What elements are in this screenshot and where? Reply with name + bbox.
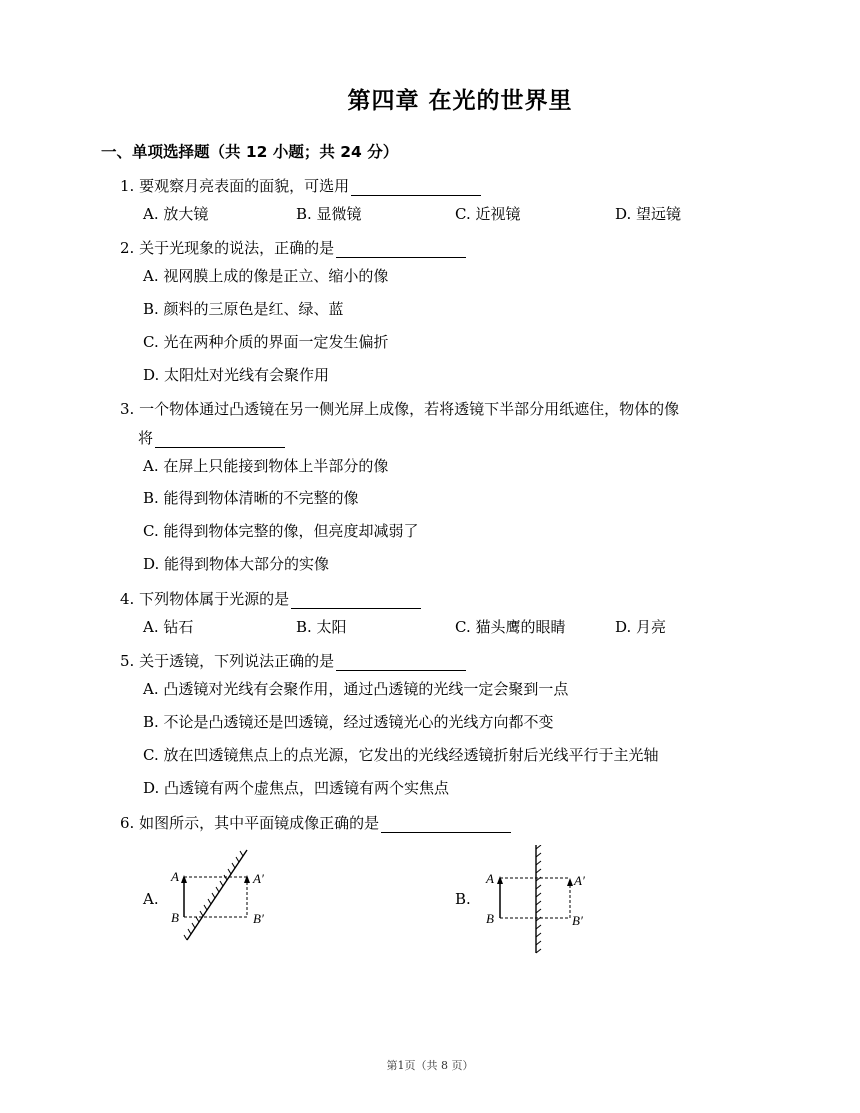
question-3: 3. 一个物体通过凸透镜在另一侧光屏上成像，若将透镜下半部分用纸遮住，物体的像 xyxy=(120,400,680,418)
answer-blank xyxy=(291,593,421,609)
option-b: B. 不论是凸透镜还是凹透镜，经过透镜光心的光线方向都不变 xyxy=(143,713,554,731)
question-text: 4. 下列物体属于光源的是 xyxy=(120,590,290,608)
label-a: A xyxy=(171,869,179,884)
option-b: B. 太阳 xyxy=(296,618,347,636)
option-a: A. 放大镜 xyxy=(143,205,209,223)
label-a-prime: A′ xyxy=(574,873,585,888)
mirror-hatching xyxy=(184,851,243,940)
option-c: C. 放在凹透镜焦点上的点光源，它发出的光线经透镜折射后光线平行于主光轴 xyxy=(143,746,659,764)
label-b-prime: B′ xyxy=(253,911,264,926)
arrow-head xyxy=(497,876,503,884)
question-3-continuation xyxy=(138,427,285,448)
label-b: B xyxy=(486,911,494,926)
question-6 xyxy=(120,812,511,833)
image-arrow-head xyxy=(567,878,573,886)
image-arrow-head xyxy=(244,875,250,883)
page-title: 第四章 在光的世界里 xyxy=(347,88,573,114)
answer-blank xyxy=(381,817,511,833)
option-b: B. xyxy=(455,890,471,908)
question-4 xyxy=(120,588,421,609)
option-a: A. 凸透镜对光线有会聚作用，通过凸透镜的光线一定会聚到一点 xyxy=(143,680,569,698)
label-a-prime: A′ xyxy=(253,871,264,886)
option-c: C. 能得到物体完整的像，但亮度却减弱了 xyxy=(143,522,419,540)
option-a: A. xyxy=(143,890,159,908)
option-a: A. 钻石 xyxy=(143,618,194,636)
mirror-figure-a xyxy=(165,845,280,945)
dashed-lines xyxy=(500,878,570,918)
mirror-line xyxy=(187,850,247,940)
label-b: B xyxy=(171,910,179,925)
option-c: C. 光在两种介质的界面一定发生偏折 xyxy=(143,333,389,351)
answer-blank xyxy=(155,432,285,448)
arrow-head xyxy=(181,875,187,883)
question-text: 6. 如图所示，其中平面镜成像正确的是 xyxy=(120,814,380,832)
option-d: D. 凸透镜有两个虚焦点，凹透镜有两个实焦点 xyxy=(143,779,450,797)
page-footer: 第1页（共 8 页） xyxy=(386,1059,474,1072)
label-b-prime: B′ xyxy=(572,913,583,928)
option-c: C. 猫头鹰的眼睛 xyxy=(455,618,566,636)
option-d: D. 太阳灶对光线有会聚作用 xyxy=(143,366,330,384)
option-a: A. 在屏上只能接到物体上半部分的像 xyxy=(143,457,389,475)
answer-blank xyxy=(336,242,466,258)
answer-blank xyxy=(351,180,481,196)
mirror-figure-b xyxy=(478,845,593,955)
mirror-hatching xyxy=(536,845,541,953)
option-b: B. 能得到物体清晰的不完整的像 xyxy=(143,489,359,507)
section-heading: 一、单项选择题（共 12 小题；共 24 分） xyxy=(101,143,399,161)
question-text: 将 xyxy=(138,429,154,447)
option-b: B. 显微镜 xyxy=(296,205,362,223)
question-2 xyxy=(120,237,466,258)
option-a: A. 视网膜上成的像是正立、缩小的像 xyxy=(143,267,389,285)
question-text: 5. 关于透镜，下列说法正确的是 xyxy=(120,652,335,670)
option-c: C. 近视镜 xyxy=(455,205,521,223)
answer-blank xyxy=(336,655,466,671)
label-a: A xyxy=(486,871,494,886)
question-text: 2. 关于光现象的说法，正确的是 xyxy=(120,239,335,257)
question-1 xyxy=(120,175,481,196)
option-b: B. 颜料的三原色是红、绿、蓝 xyxy=(143,300,344,318)
question-5 xyxy=(120,650,466,671)
option-d: D. 望远镜 xyxy=(615,205,682,223)
option-d: D. 月亮 xyxy=(615,618,667,636)
question-text: 1. 要观察月亮表面的面貌，可选用 xyxy=(120,177,350,195)
option-d: D. 能得到物体大部分的实像 xyxy=(143,555,330,573)
